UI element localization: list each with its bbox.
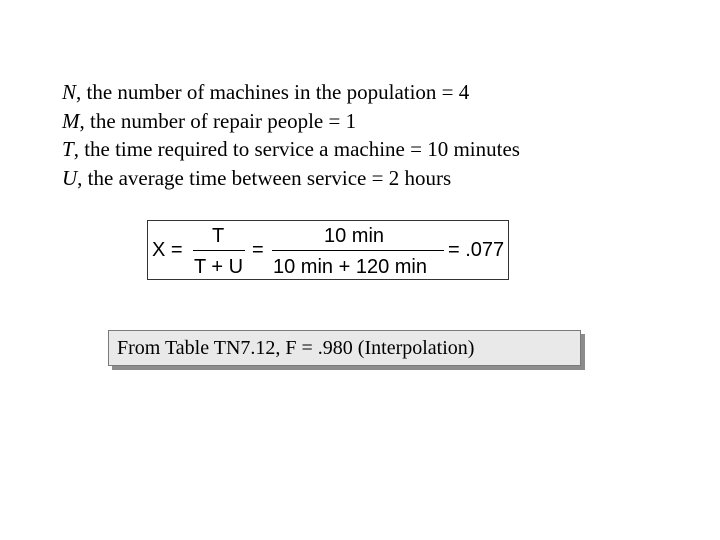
formula-equals: =	[252, 239, 264, 261]
definition-n-text: , the number of machines in the population = 4	[76, 80, 470, 104]
definition-m-symbol: M	[62, 108, 80, 133]
definition-u-text: , the average time between service = 2 hours	[77, 165, 452, 190]
formula-result: = .077	[448, 239, 505, 261]
formula-frac2-denominator: 10 min + 120 min	[273, 256, 427, 278]
result-note-box	[108, 330, 581, 366]
formula-frac1-numerator: T	[212, 225, 225, 247]
definition-u-symbol: U	[62, 165, 78, 190]
definitions-list	[62, 78, 520, 192]
definition-t-text: , the time required to service a machine = 10 minutes	[73, 137, 520, 161]
formula-lhs: X =	[152, 239, 183, 261]
formula-frac1-denominator: T + U	[194, 256, 244, 278]
definition-m	[62, 107, 520, 136]
formula-frac2-bar	[272, 250, 444, 251]
formula-frac1-bar	[193, 250, 245, 251]
definition-m-text: , the number of repair people = 1	[79, 108, 357, 133]
result-note-text: From Table TN7.12, F = .980 (Interpolation)	[117, 337, 475, 359]
formula-frac2-numerator: 10 min	[324, 225, 385, 247]
definition-n	[62, 78, 520, 107]
definition-n-symbol: N	[62, 80, 77, 104]
definition-t	[62, 135, 520, 164]
definition-t-symbol: T	[62, 137, 74, 161]
formula-box	[147, 220, 509, 280]
definition-u	[62, 164, 520, 193]
